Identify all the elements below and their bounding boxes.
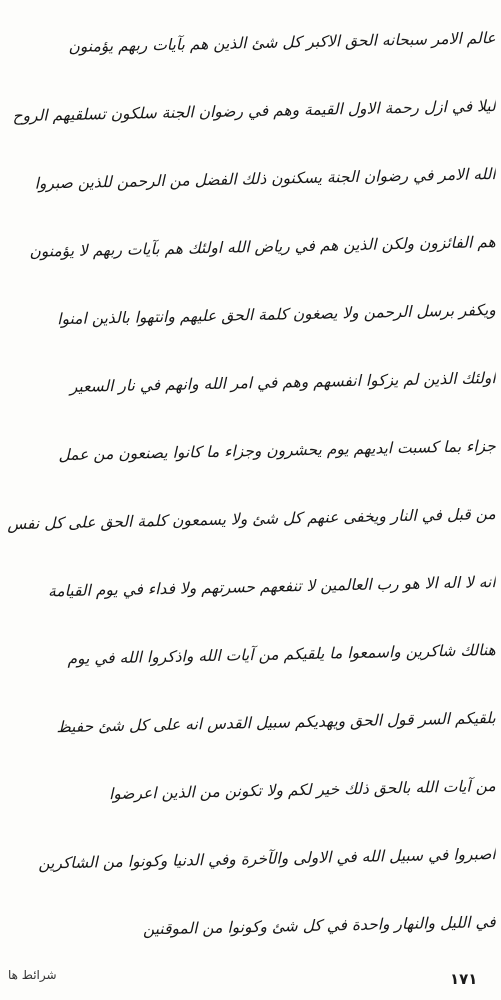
manuscript-line-9: انه لا اله الا هو رب العالمين لا تنفعهم حسرتهم ولا فداء في يوم القيامة — [47, 573, 496, 601]
manuscript-line-3: الله الامر في رضوان الجنة يسكنون ذلك الفضل من الرحمن للذين صبروا — [34, 165, 496, 193]
manuscript-line-2: ليلا في ازل رحمة الاول القيمة وهم في رضوان الجنة سلكون تسلقيهم الروح — [12, 97, 496, 126]
manuscript-line-10: هنالك شاكرين واسمعوا ما يلقيكم من آيات الله واذكروا الله في يوم — [67, 641, 496, 668]
manuscript-line-8: من قبل في النار ويخفى عنهم كل شئ ولا يسمعون كلمة الحق على كل نفس — [7, 505, 496, 534]
manuscript-line-4: هم الفائزون ولكن الذين هم في رياض الله اولئك هم بآيات ربهم لا يؤمنون — [29, 233, 496, 261]
manuscript-line-12: من آيات الله بالحق ذلك خير لكم ولا تكونن من الذين اعرضوا — [108, 777, 496, 804]
manuscript-line-13: اصبروا في سبيل الله في الاولى والآخرة وفي الدنيا وكونوا من الشاكرين — [38, 845, 496, 873]
manuscript-text-block — [8, 18, 496, 970]
manuscript-line-7: جزاء بما كسبت ايديهم يوم يحشرون وجزاء ما كانوا يصنعون من عمل — [58, 437, 496, 465]
manuscript-line-1: عالم الامر سبحانه الحق الاكبر كل شئ الذين هم بآيات ربهم يؤمنون — [68, 29, 496, 56]
manuscript-line-14: في الليل والنهار واحدة في كل شئ وكونوا من الموقنين — [142, 913, 496, 939]
catchword: شرائط ها — [8, 968, 57, 982]
manuscript-line-5: ويكفر برسل الرحمن ولا يصغون كلمة الحق عليهم وانتهوا بالذين امنوا — [57, 301, 496, 329]
manuscript-line-11: بلقيكم السر قول الحق ويهديكم سبيل القدس انه على كل شئ حفيظ — [56, 709, 496, 737]
manuscript-line-6: اولئك الذين لم يزكوا انفسهم وهم في امر الله وانهم في نار السعير — [69, 369, 496, 396]
page-number: ١٧١ — [450, 970, 478, 988]
